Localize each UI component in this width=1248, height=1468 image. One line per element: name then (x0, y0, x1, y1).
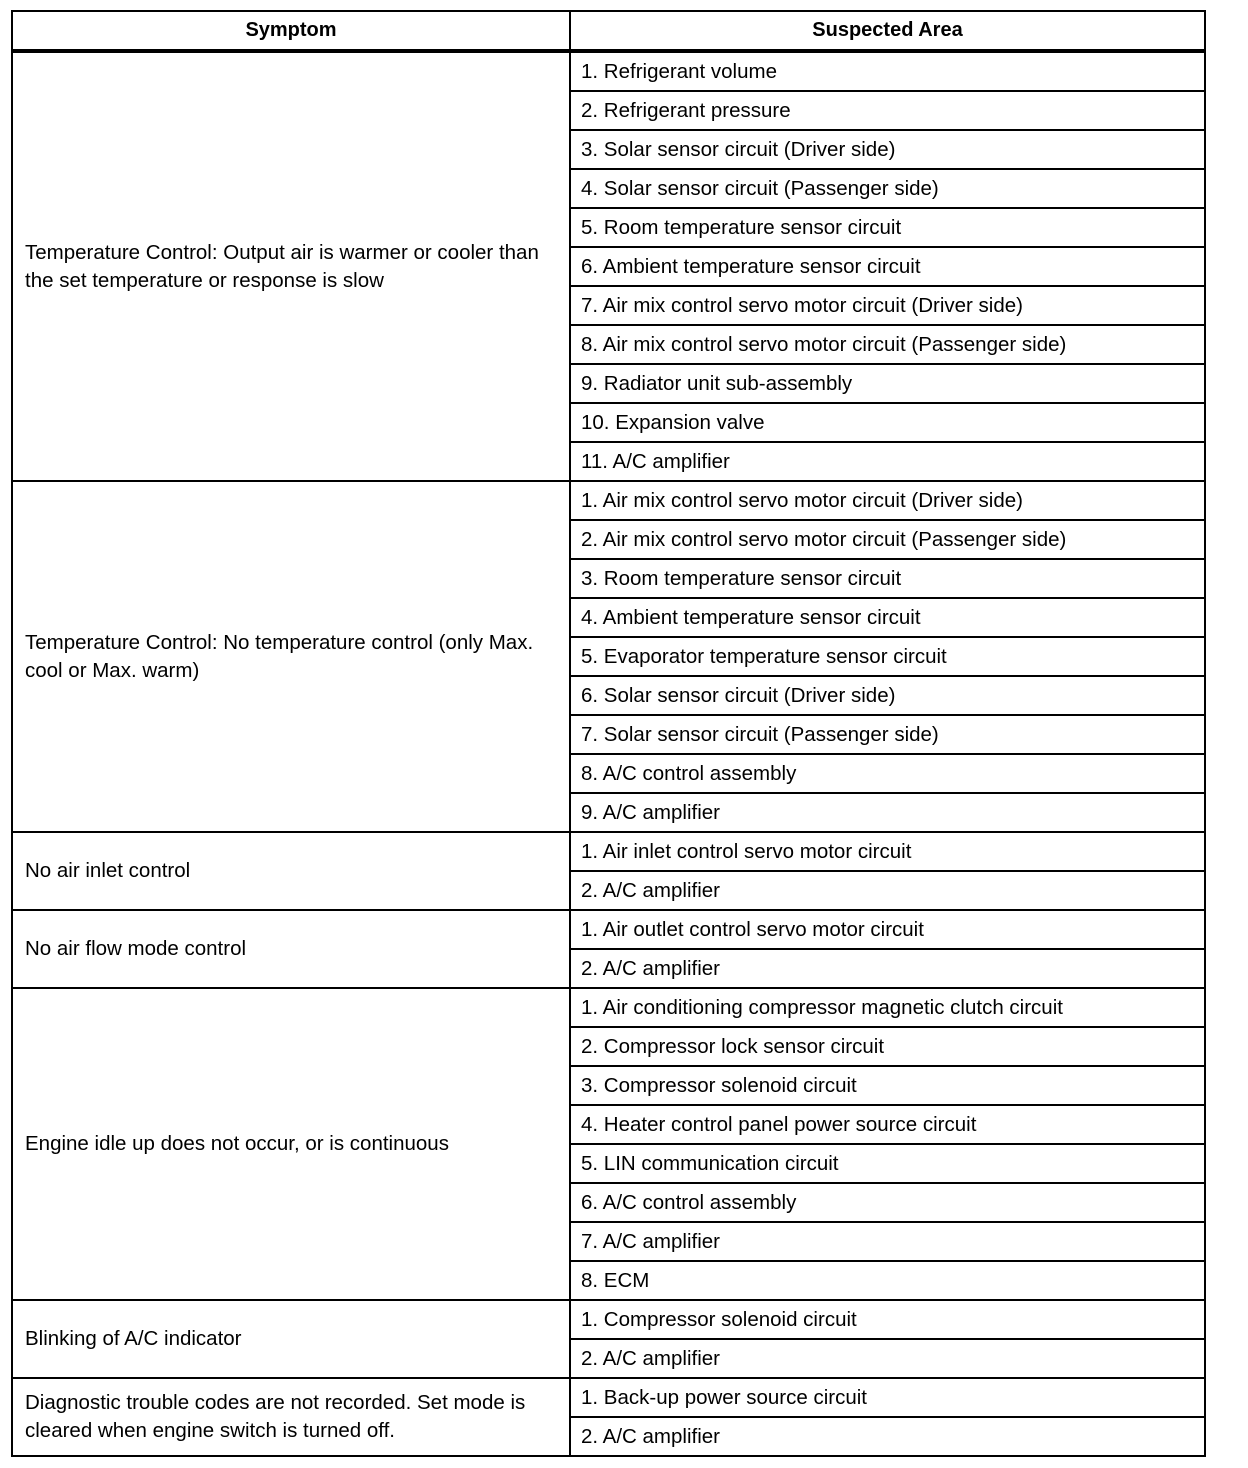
suspected-area-cell: 4. Ambient temperature sensor circuit (570, 598, 1205, 637)
suspected-area-cell: 3. Solar sensor circuit (Driver side) (570, 130, 1205, 169)
suspected-area-cell: 6. Solar sensor circuit (Driver side) (570, 676, 1205, 715)
suspected-area-cell: 1. Air outlet control servo motor circuit (570, 910, 1205, 949)
suspected-area-cell: 1. Compressor solenoid circuit (570, 1300, 1205, 1339)
suspected-area-cell: 9. Radiator unit sub-assembly (570, 364, 1205, 403)
suspected-area-cell: 1. Refrigerant volume (570, 51, 1205, 91)
table-row (12, 832, 1205, 871)
suspected-area-cell: 5. Evaporator temperature sensor circuit (570, 637, 1205, 676)
table-row (12, 910, 1205, 949)
suspected-area-cell: 2. Compressor lock sensor circuit (570, 1027, 1205, 1066)
suspected-area-cell: 5. Room temperature sensor circuit (570, 208, 1205, 247)
suspected-area-cell: 7. A/C amplifier (570, 1222, 1205, 1261)
table-row (12, 1300, 1205, 1339)
suspected-area-cell: 7. Solar sensor circuit (Passenger side) (570, 715, 1205, 754)
header-suspected-area: Suspected Area (570, 11, 1205, 51)
suspected-area-cell: 2. A/C amplifier (570, 1339, 1205, 1378)
suspected-area-cell: 11. A/C amplifier (570, 442, 1205, 481)
suspected-area-cell: 7. Air mix control servo motor circuit (Driver side) (570, 286, 1205, 325)
suspected-area-cell: 3. Compressor solenoid circuit (570, 1066, 1205, 1105)
symptom-table (11, 10, 1206, 1457)
symptom-cell: Engine idle up does not occur, or is continuous (12, 988, 570, 1300)
suspected-area-cell: 8. Air mix control servo motor circuit (Passenger side) (570, 325, 1205, 364)
suspected-area-cell: 2. A/C amplifier (570, 949, 1205, 988)
table-row (12, 51, 1205, 91)
suspected-area-cell: 2. A/C amplifier (570, 1417, 1205, 1456)
header-row (12, 11, 1205, 51)
suspected-area-cell: 10. Expansion valve (570, 403, 1205, 442)
suspected-area-cell: 1. Air inlet control servo motor circuit (570, 832, 1205, 871)
table-body (12, 51, 1205, 1456)
symptom-cell: No air flow mode control (12, 910, 570, 988)
symptom-cell: No air inlet control (12, 832, 570, 910)
suspected-area-cell: 1. Air conditioning compressor magnetic clutch circuit (570, 988, 1205, 1027)
suspected-area-cell: 1. Back-up power source circuit (570, 1378, 1205, 1417)
suspected-area-cell: 4. Solar sensor circuit (Passenger side) (570, 169, 1205, 208)
suspected-area-cell: 2. Refrigerant pressure (570, 91, 1205, 130)
suspected-area-cell: 9. A/C amplifier (570, 793, 1205, 832)
suspected-area-cell: 4. Heater control panel power source circuit (570, 1105, 1205, 1144)
symptom-cell: Diagnostic trouble codes are not recorded. Set mode is cleared when engine switch is turned off. (12, 1378, 570, 1456)
suspected-area-cell: 3. Room temperature sensor circuit (570, 559, 1205, 598)
symptom-cell: Blinking of A/C indicator (12, 1300, 570, 1378)
symptom-cell: Temperature Control: No temperature control (only Max. cool or Max. warm) (12, 481, 570, 832)
suspected-area-cell: 2. Air mix control servo motor circuit (Passenger side) (570, 520, 1205, 559)
suspected-area-cell: 5. LIN communication circuit (570, 1144, 1205, 1183)
table-row (12, 1378, 1205, 1417)
suspected-area-cell: 1. Air mix control servo motor circuit (Driver side) (570, 481, 1205, 520)
table-row (12, 988, 1205, 1027)
header-symptom: Symptom (12, 11, 570, 51)
symptom-cell: Temperature Control: Output air is warmer or cooler than the set temperature or response is slow (12, 51, 570, 481)
table-row (12, 481, 1205, 520)
suspected-area-cell: 6. Ambient temperature sensor circuit (570, 247, 1205, 286)
suspected-area-cell: 2. A/C amplifier (570, 871, 1205, 910)
suspected-area-cell: 8. ECM (570, 1261, 1205, 1300)
suspected-area-cell: 8. A/C control assembly (570, 754, 1205, 793)
suspected-area-cell: 6. A/C control assembly (570, 1183, 1205, 1222)
